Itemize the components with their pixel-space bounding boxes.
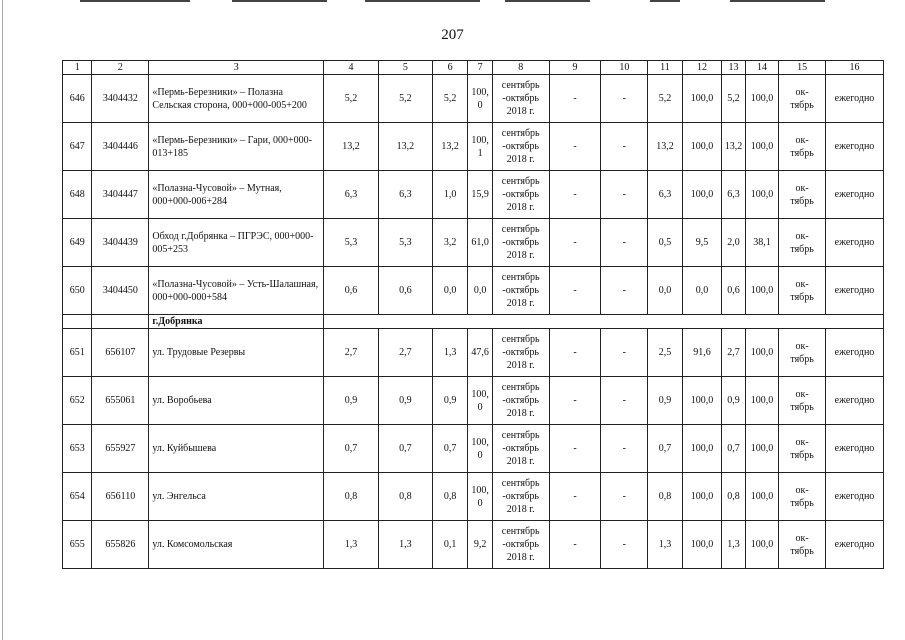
table-row: [63, 267, 884, 315]
table-cell: [63, 315, 92, 329]
column-header: 8: [492, 61, 549, 75]
table-cell: -: [601, 425, 648, 473]
table-cell: 0,9: [648, 377, 683, 425]
roads-table: [62, 60, 884, 569]
table-cell: 5,2: [324, 75, 379, 123]
column-header: 12: [682, 61, 722, 75]
table-cell: 0,9: [378, 377, 432, 425]
table-row: [63, 377, 884, 425]
table-cell: 5,2: [432, 75, 468, 123]
table-cell: сентябрь -октябрь 2018 г.: [492, 219, 549, 267]
table-cell: ок- тябрь: [779, 219, 826, 267]
table-cell: -: [601, 329, 648, 377]
table-cell: сентябрь -октябрь 2018 г.: [492, 329, 549, 377]
column-header: 14: [745, 61, 779, 75]
table-cell: ок- тябрь: [779, 521, 826, 569]
table-cell: ок- тябрь: [779, 473, 826, 521]
table-cell: 5,3: [378, 219, 432, 267]
column-header: 13: [722, 61, 745, 75]
table-cell: 1,3: [648, 521, 683, 569]
table-cell: 648: [63, 171, 92, 219]
table-cell: -: [601, 219, 648, 267]
table-cell: ежегодно: [825, 171, 883, 219]
table-cell: 13,2: [378, 123, 432, 171]
column-header: 16: [825, 61, 883, 75]
column-header: 6: [432, 61, 468, 75]
table-cell: 0,5: [648, 219, 683, 267]
table-row: [63, 425, 884, 473]
table-cell: 650: [63, 267, 92, 315]
table-cell: 2,5: [648, 329, 683, 377]
table-cell: 91,6: [682, 329, 722, 377]
table-cell: -: [601, 473, 648, 521]
table-row: [63, 329, 884, 377]
table-row: [63, 171, 884, 219]
table-cell: -: [601, 75, 648, 123]
table-cell: 0,9: [324, 377, 379, 425]
table-cell: 100,0: [682, 171, 722, 219]
table-row: [63, 123, 884, 171]
table-cell: 3404439: [92, 219, 149, 267]
table-cell: 13,2: [648, 123, 683, 171]
table-cell: 100,0: [682, 473, 722, 521]
table-cell: 652: [63, 377, 92, 425]
column-header: 15: [779, 61, 826, 75]
road-name-cell: ул. Воробьева: [149, 377, 324, 425]
table-cell: 100, 0: [468, 425, 492, 473]
table-cell: -: [549, 473, 601, 521]
column-header: 9: [549, 61, 601, 75]
table-cell: 0,6: [378, 267, 432, 315]
table-cell: -: [601, 521, 648, 569]
table-cell: ок- тябрь: [779, 75, 826, 123]
table-cell: сентябрь -октябрь 2018 г.: [492, 473, 549, 521]
table-cell: 6,3: [722, 171, 745, 219]
table-cell: ежегодно: [825, 267, 883, 315]
table-cell: -: [549, 171, 601, 219]
table-cell: 5,3: [324, 219, 379, 267]
table-cell: ок- тябрь: [779, 425, 826, 473]
table-cell: ок- тябрь: [779, 171, 826, 219]
table-cell: 100, 1: [468, 123, 492, 171]
table-cell: 15,9: [468, 171, 492, 219]
table-cell: 0,9: [722, 377, 745, 425]
table-cell: 647: [63, 123, 92, 171]
table-cell: 61,0: [468, 219, 492, 267]
table-cell: [324, 315, 884, 329]
table-cell: 5,2: [722, 75, 745, 123]
table-cell: 13,2: [432, 123, 468, 171]
scan-artifact-lines: [0, 0, 905, 6]
table-cell: 0,8: [432, 473, 468, 521]
table-cell: 100,0: [682, 75, 722, 123]
table-cell: ежегодно: [825, 75, 883, 123]
table-cell: ежегодно: [825, 123, 883, 171]
table-cell: 9,2: [468, 521, 492, 569]
table-cell: ок- тябрь: [779, 123, 826, 171]
table-cell: ок- тябрь: [779, 329, 826, 377]
table-cell: 100,0: [745, 473, 779, 521]
table-cell: -: [549, 267, 601, 315]
road-name-cell: Обход г.Добрянка – ПГРЭС, 000+000-005+253: [149, 219, 324, 267]
table-cell: 656107: [92, 329, 149, 377]
table-cell: 2,7: [324, 329, 379, 377]
column-header: 1: [63, 61, 92, 75]
column-header: 11: [648, 61, 683, 75]
table-cell: 0,0: [468, 267, 492, 315]
table-cell: 655826: [92, 521, 149, 569]
table-cell: -: [549, 425, 601, 473]
table-cell: 1,3: [324, 521, 379, 569]
table-cell: 100,0: [745, 521, 779, 569]
table-cell: 0,8: [648, 473, 683, 521]
table-cell: 655927: [92, 425, 149, 473]
table-row: [63, 75, 884, 123]
table-cell: 0,7: [722, 425, 745, 473]
table-cell: 2,7: [378, 329, 432, 377]
table-cell: 5,2: [378, 75, 432, 123]
table-cell: 13,2: [722, 123, 745, 171]
table-cell: -: [549, 377, 601, 425]
column-header: 3: [149, 61, 324, 75]
road-name-cell: «Полазна-Чусовой» – Усть-Шалашная, 000+000-000+584: [149, 267, 324, 315]
table-cell: 0,8: [378, 473, 432, 521]
table-cell: 3404447: [92, 171, 149, 219]
table-cell: сентябрь -октябрь 2018 г.: [492, 425, 549, 473]
table-row: [63, 219, 884, 267]
table-cell: ежегодно: [825, 219, 883, 267]
table-cell: 646: [63, 75, 92, 123]
table-cell: 0,6: [324, 267, 379, 315]
table-cell: 2,0: [722, 219, 745, 267]
table-cell: 3,2: [432, 219, 468, 267]
section-row: [63, 315, 884, 329]
table-cell: 0,9: [432, 377, 468, 425]
table-cell: 100, 0: [468, 377, 492, 425]
column-header-row: [63, 61, 884, 75]
table-cell: 1,3: [432, 329, 468, 377]
table-cell: 1,3: [378, 521, 432, 569]
table-cell: 100, 0: [468, 473, 492, 521]
table-cell: 13,2: [324, 123, 379, 171]
table-cell: ежегодно: [825, 377, 883, 425]
table-cell: -: [601, 267, 648, 315]
table-cell: -: [601, 123, 648, 171]
section-label: г.Добрянка: [149, 315, 324, 329]
table-cell: 6,3: [324, 171, 379, 219]
table-cell: -: [549, 521, 601, 569]
table-cell: ок- тябрь: [779, 267, 826, 315]
table-cell: 100,0: [745, 267, 779, 315]
table-cell: 0,0: [432, 267, 468, 315]
table-cell: сентябрь -октябрь 2018 г.: [492, 521, 549, 569]
table-cell: 100,0: [745, 171, 779, 219]
table-row: [63, 473, 884, 521]
table-cell: 0,6: [722, 267, 745, 315]
table-cell: 655061: [92, 377, 149, 425]
table-cell: сентябрь -октябрь 2018 г.: [492, 171, 549, 219]
table-cell: сентябрь -октябрь 2018 г.: [492, 75, 549, 123]
table-cell: 9,5: [682, 219, 722, 267]
column-header: 10: [601, 61, 648, 75]
column-header: 4: [324, 61, 379, 75]
table-cell: 3404446: [92, 123, 149, 171]
table-cell: -: [549, 123, 601, 171]
table-cell: 649: [63, 219, 92, 267]
road-name-cell: «Пермь-Березники» – Гари, 000+000-013+185: [149, 123, 324, 171]
table-cell: сентябрь -октябрь 2018 г.: [492, 267, 549, 315]
table-cell: 100,0: [745, 425, 779, 473]
road-name-cell: ул. Трудовые Резервы: [149, 329, 324, 377]
page-edge: [2, 0, 3, 640]
table-cell: 100, 0: [468, 75, 492, 123]
road-name-cell: «Полазна-Чусовой» – Мутная, 000+000-006+284: [149, 171, 324, 219]
road-name-cell: ул. Комсомольская: [149, 521, 324, 569]
table-cell: 6,3: [648, 171, 683, 219]
table-cell: 0,8: [324, 473, 379, 521]
table-cell: 655: [63, 521, 92, 569]
table-cell: 3404450: [92, 267, 149, 315]
table-cell: сентябрь -октябрь 2018 г.: [492, 123, 549, 171]
table-cell: ежегодно: [825, 329, 883, 377]
table-row: [63, 521, 884, 569]
table-cell: 47,6: [468, 329, 492, 377]
table-cell: 100,0: [745, 329, 779, 377]
table-cell: 653: [63, 425, 92, 473]
table-cell: -: [549, 75, 601, 123]
table-cell: 651: [63, 329, 92, 377]
road-name-cell: «Пермь-Березники» – Полазна Сельская сторона, 000+000-005+200: [149, 75, 324, 123]
table-cell: 656110: [92, 473, 149, 521]
column-header: 2: [92, 61, 149, 75]
table-cell: 654: [63, 473, 92, 521]
table-cell: 100,0: [745, 123, 779, 171]
table-cell: -: [601, 171, 648, 219]
table-cell: 1,3: [722, 521, 745, 569]
table-cell: 0,7: [324, 425, 379, 473]
table-cell: 0,7: [378, 425, 432, 473]
table-cell: 1,0: [432, 171, 468, 219]
table-cell: 2,7: [722, 329, 745, 377]
table-cell: 0,7: [432, 425, 468, 473]
table-cell: ежегодно: [825, 473, 883, 521]
table-cell: 0,8: [722, 473, 745, 521]
table-cell: 6,3: [378, 171, 432, 219]
table-cell: 0,0: [648, 267, 683, 315]
table-cell: [92, 315, 149, 329]
road-name-cell: ул. Куйбышева: [149, 425, 324, 473]
page-number: 207: [441, 27, 464, 43]
table-cell: 5,2: [648, 75, 683, 123]
table-cell: 0,0: [682, 267, 722, 315]
table-cell: 0,1: [432, 521, 468, 569]
table-cell: 100,0: [682, 425, 722, 473]
road-name-cell: ул. Энгельса: [149, 473, 324, 521]
column-header: 7: [468, 61, 492, 75]
table-cell: ежегодно: [825, 425, 883, 473]
column-header: 5: [378, 61, 432, 75]
table-cell: -: [549, 329, 601, 377]
table-cell: -: [601, 377, 648, 425]
table-cell: сентябрь -октябрь 2018 г.: [492, 377, 549, 425]
table-cell: 100,0: [682, 123, 722, 171]
table-cell: 100,0: [682, 377, 722, 425]
table-cell: -: [549, 219, 601, 267]
table-cell: ежегодно: [825, 521, 883, 569]
table-cell: 3404432: [92, 75, 149, 123]
table-cell: 100,0: [745, 75, 779, 123]
table-cell: 100,0: [745, 377, 779, 425]
table-cell: 0,7: [648, 425, 683, 473]
table-cell: 38,1: [745, 219, 779, 267]
table-cell: ок- тябрь: [779, 377, 826, 425]
table-cell: 100,0: [682, 521, 722, 569]
table-body: [63, 61, 884, 569]
